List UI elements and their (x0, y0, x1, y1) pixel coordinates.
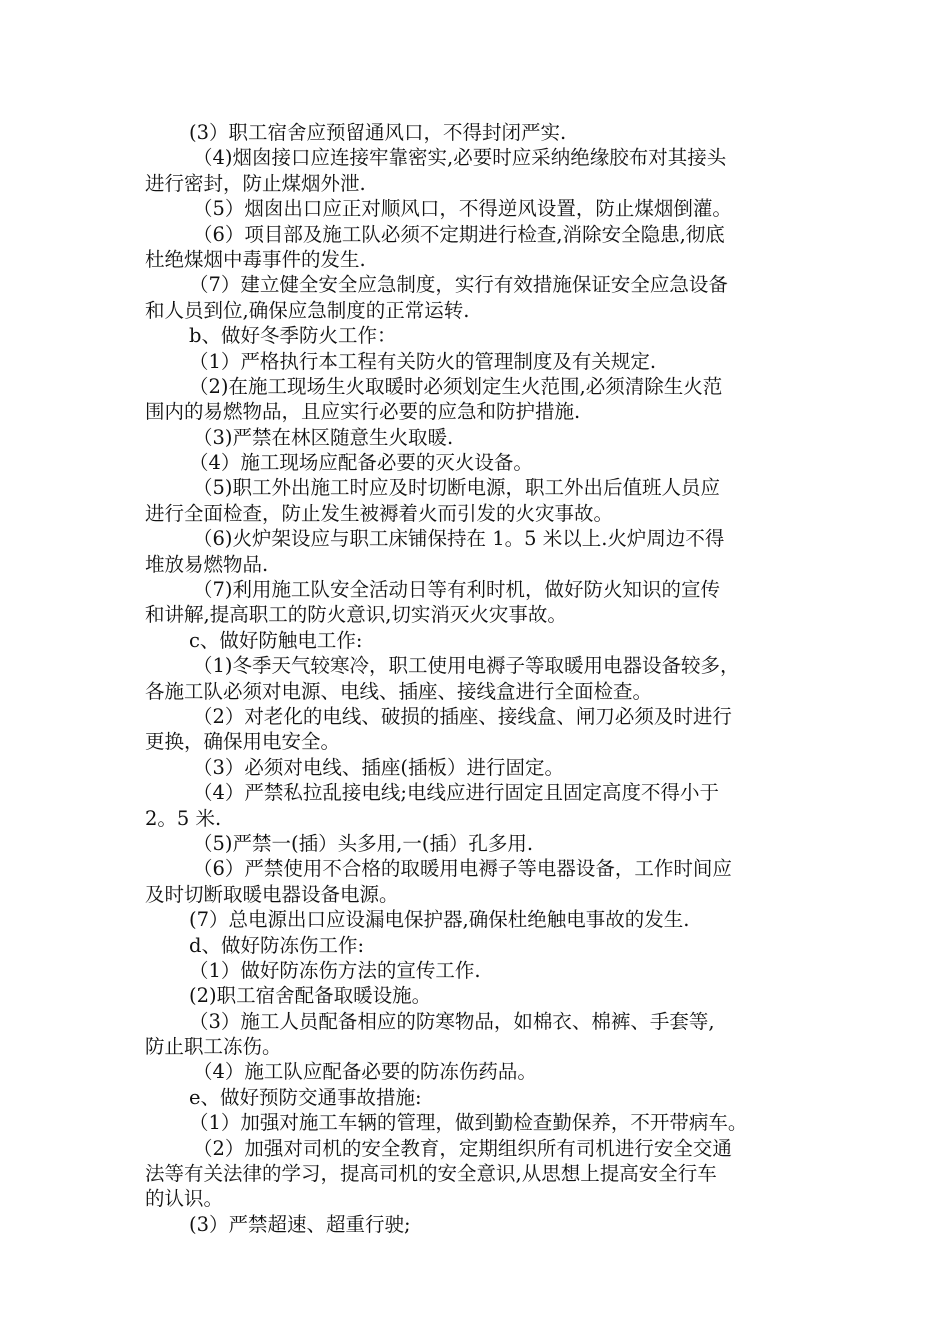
text-line: （2）加强对司机的安全教育，定期组织所有司机进行安全交通 (193, 1136, 732, 1160)
text-line: b、做好冬季防火工作： (189, 324, 397, 348)
text-line: （3）必须对电线、插座(插板）进行固定。 (193, 755, 565, 779)
text-line: （4）施工现场应配备必要的灭火设备。 (189, 451, 533, 475)
text-line: (3）严禁超速、超重行驶; (189, 1212, 411, 1236)
text-line: （4)烟囱接口应连接牢靠密实,必要时应采纳绝缘胶布对其接头 (193, 146, 727, 170)
text-line: e、做好预防交通事故措施: (189, 1085, 422, 1109)
text-line: （6）项目部及施工队必须不定期进行检查,消除安全隐患,彻底 (193, 222, 725, 246)
text-line: 围内的易燃物品，且应实行必要的应急和防护措施. (145, 400, 581, 424)
text-line: （2）对老化的电线、破损的插座、接线盒、闸刀必须及时进行 (193, 704, 732, 728)
text-line: d、做好防冻伤工作: (189, 933, 365, 957)
text-line: （7)利用施工队安全活动日等有利时机，做好防火知识的宣传 (193, 578, 721, 602)
text-line: （3)严禁在林区随意生火取暖. (193, 425, 454, 449)
text-line: （1）做好防冻伤方法的宣传工作. (189, 958, 481, 982)
text-line: （6)火炉架设应与职工床铺保持在 1。5 米以上.火炉周边不得 (193, 527, 725, 551)
text-line: （7）建立健全安全应急制度，实行有效措施保证安全应急设备 (189, 273, 728, 297)
text-line: （5)职工外出施工时应及时切断电源，职工外出后值班人员应 (193, 476, 721, 500)
text-line: (7）总电源出口应设漏电保护器,确保杜绝触电事故的发生. (189, 908, 690, 932)
text-line: （1）严格执行本工程有关防火的管理制度及有关规定. (189, 349, 657, 373)
text-line: （5)严禁一(插）头多用,一(插）孔多用. (193, 831, 534, 855)
text-line: 防止职工冻伤。 (145, 1035, 282, 1059)
text-line: （3）施工人员配备相应的防寒物品，如棉衣、棉裤、手套等, (189, 1009, 715, 1033)
text-line: 及时切断取暖电器设备电源。 (145, 882, 399, 906)
text-line: 杜绝煤烟中毒事件的发生. (145, 247, 366, 271)
text-line: （4）严禁私拉乱接电线;电线应进行固定且固定高度不得小于 (193, 781, 719, 805)
text-line: （6）严禁使用不合格的取暖用电褥子等电器设备，工作时间应 (193, 857, 732, 881)
text-line: (2)职工宿舍配备取暖设施。 (189, 984, 432, 1008)
text-line: (3）职工宿舍应预留通风口，不得封闭严实. (189, 121, 567, 144)
text-line: 更换，确保用电安全。 (145, 730, 341, 754)
text-line: c、做好防触电工作: (189, 628, 363, 652)
text-line: （4）施工队应配备必要的防冻伤药品。 (193, 1060, 537, 1084)
text-line: （1)冬季天气较寒冷，职工使用电褥子等取暖用电器设备较多， (193, 654, 740, 678)
text-line: 各施工队必须对电源、电线、插座、接线盒进行全面检查。 (145, 679, 653, 703)
text-line: （1）加强对施工车辆的管理，做到勤检查勤保养，不开带病车。 (189, 1111, 748, 1135)
document-body (145, 120, 813, 1237)
text-line: 和讲解,提高职工的防火意识,切实消灭火灾事故。 (145, 603, 567, 627)
text-line: 的认识。 (145, 1187, 224, 1211)
text-line: 进行全面检查，防止发生被褥着火而引发的火灾事故。 (145, 501, 614, 525)
text-line: 进行密封，防止煤烟外泄. (145, 171, 366, 195)
text-line: 和人员到位,确保应急制度的正常运转. (145, 298, 470, 322)
text-line: 堆放易燃物品. (145, 552, 269, 576)
text-line: 2。5 米. (145, 806, 222, 830)
text-line: （2)在施工现场生火取暖时必须划定生火范围,必须清除生火范 (189, 374, 723, 398)
text-line: （5）烟囱出口应正对顺风口，不得逆风设置，防止煤烟倒灌。 (193, 197, 732, 221)
text-line: 法等有关法律的学习，提高司机的安全意识,从思想上提高安全行车 (145, 1162, 717, 1186)
